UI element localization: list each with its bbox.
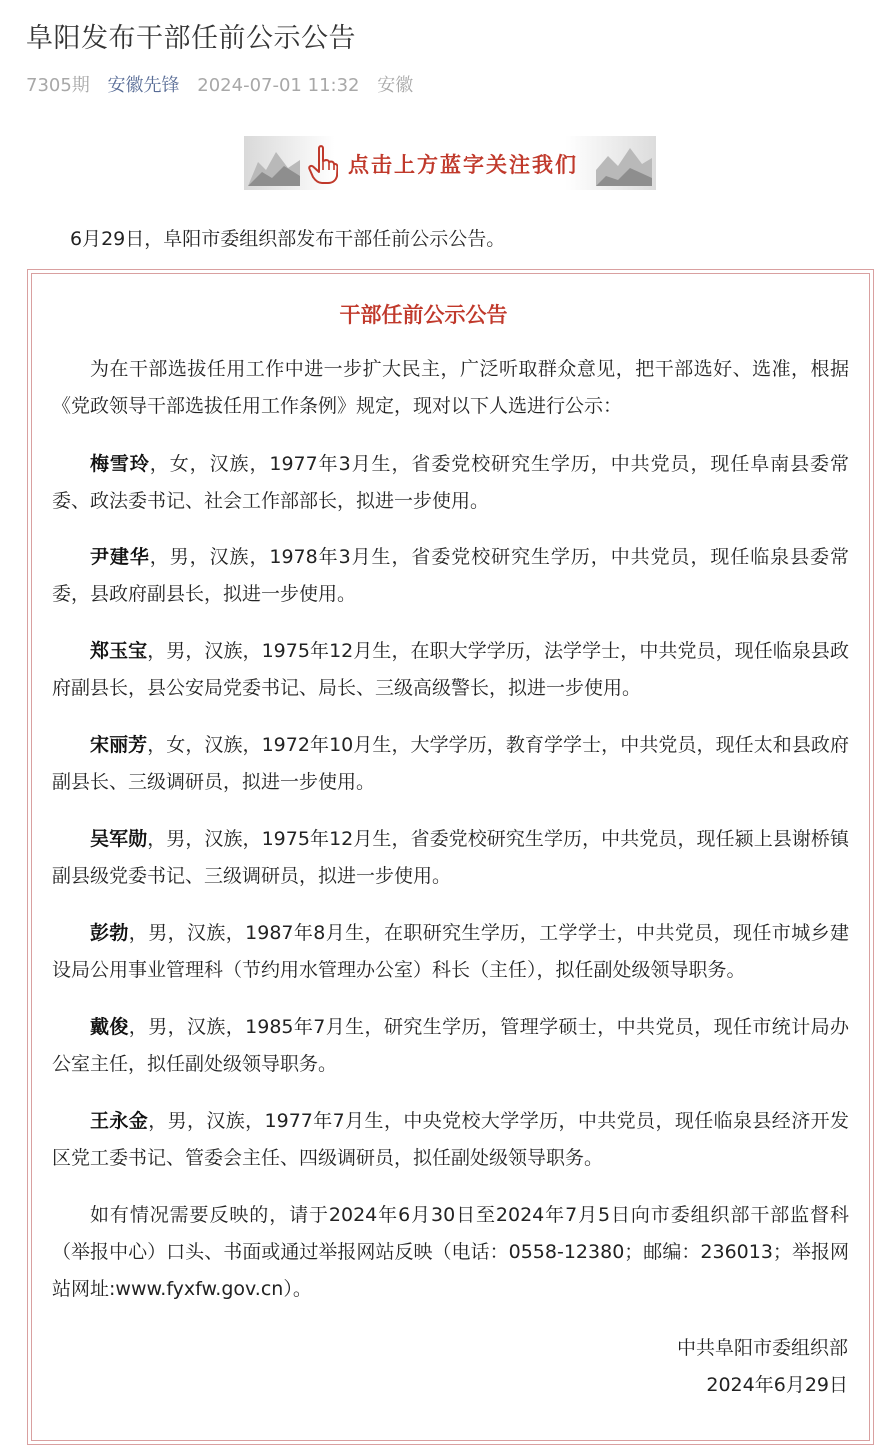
candidate-details: ，男，汉族，1985年7月生，研究生学历，管理学硕士，中共党员，现任市统计局办公室主任，拟任副处级领导职务。 bbox=[52, 1016, 849, 1075]
candidate-details: ，女，汉族，1977年3月生，省委党校研究生学历，中共党员，现任阜南县委常委、政法委书记、社会工作部部长，拟进一步使用。 bbox=[52, 453, 849, 512]
candidate-paragraph bbox=[52, 1009, 849, 1083]
candidate-paragraph bbox=[52, 915, 849, 989]
candidate-name: 尹建华 bbox=[90, 546, 150, 568]
article-title: 阜阳发布干部任前公示公告 bbox=[26, 23, 356, 54]
candidate-name: 吴军勋 bbox=[90, 828, 148, 850]
candidate-paragraph bbox=[52, 1103, 849, 1177]
candidate-paragraph bbox=[52, 446, 849, 520]
candidate-details: ，男，汉族，1975年12月生，省委党校研究生学历，中共党员，现任颍上县谢桥镇副县级党委书记、三级调研员，拟进一步使用。 bbox=[52, 828, 849, 887]
signature-date: 2024年6月29日 bbox=[706, 1374, 848, 1396]
article-meta bbox=[26, 71, 425, 97]
candidate-details: ，女，汉族，1972年10月生，大学学历，教育学学士，中共党员，现任太和县政府副县长、三级调研员，拟进一步使用。 bbox=[52, 734, 849, 793]
follow-banner-text: 点击上方蓝字关注我们 bbox=[348, 153, 578, 177]
candidate-paragraph bbox=[52, 821, 849, 895]
candidate-details: ，男，汉族，1975年12月生，在职大学学历，法学学士，中共党员，现任临泉县政府副县长，县公安局党委书记、局长、三级高级警长，拟进一步使用。 bbox=[52, 640, 849, 699]
candidate-paragraph bbox=[52, 539, 849, 613]
mountain-left-icon bbox=[248, 142, 300, 186]
candidate-paragraph bbox=[52, 727, 849, 801]
pointing-hand-icon bbox=[308, 144, 338, 184]
follow-banner[interactable] bbox=[244, 136, 656, 190]
candidate-details: ，男，汉族，1977年7月生，中央党校大学学历，中共党员，现任临泉县经济开发区党工委书记、管委会主任、四级调研员，拟任副处级领导职务。 bbox=[52, 1110, 849, 1169]
candidate-name: 王永金 bbox=[90, 1110, 149, 1132]
account-link[interactable]: 安徽先锋 bbox=[107, 75, 180, 96]
candidate-name: 彭勃 bbox=[90, 922, 129, 944]
candidate-details: ，男，汉族，1978年3月生，省委党校研究生学历，中共党员，现任临泉县委常委，县政府副县长，拟进一步使用。 bbox=[52, 546, 849, 605]
intro-paragraph: 6月29日，阜阳市委组织部发布干部任前公示公告。 bbox=[70, 228, 506, 250]
candidate-name: 宋丽芳 bbox=[90, 734, 148, 756]
candidate-paragraph bbox=[52, 633, 849, 707]
issue-number: 7305期 bbox=[26, 75, 90, 96]
candidate-name: 戴俊 bbox=[90, 1016, 129, 1038]
candidate-name: 梅雪玲 bbox=[90, 453, 150, 475]
notice-preface: 为在干部选拔任用工作中进一步扩大民主，广泛听取群众意见，把干部选好、选准，根据《党政领导干部选拔任用工作条例》规定，现对以下人选进行公示： bbox=[52, 358, 849, 417]
publish-datetime: 2024-07-01 11:32 bbox=[197, 75, 360, 96]
candidate-name: 郑玉宝 bbox=[90, 640, 148, 662]
mountain-right-icon bbox=[596, 142, 652, 186]
feedback-paragraph: 如有情况需要反映的，请于2024年6月30日至2024年7月5日向市委组织部干部监督科（举报中心）口头、书面或通过举报网站反映（电话：0558-12380；邮编：236013；举报网站网址:www.fyxfw.gov.cn）。 bbox=[52, 1204, 849, 1300]
notice-title: 干部任前公示公告 bbox=[339, 303, 508, 327]
signature-org: 中共阜阳市委组织部 bbox=[676, 1337, 848, 1359]
region-tag: 安徽 bbox=[377, 75, 414, 96]
candidate-details: ，男，汉族，1987年8月生，在职研究生学历，工学学士，中共党员，现任市城乡建设局公用事业管理科（节约用水管理办公室）科长（主任），拟任副处级领导职务。 bbox=[52, 922, 849, 981]
